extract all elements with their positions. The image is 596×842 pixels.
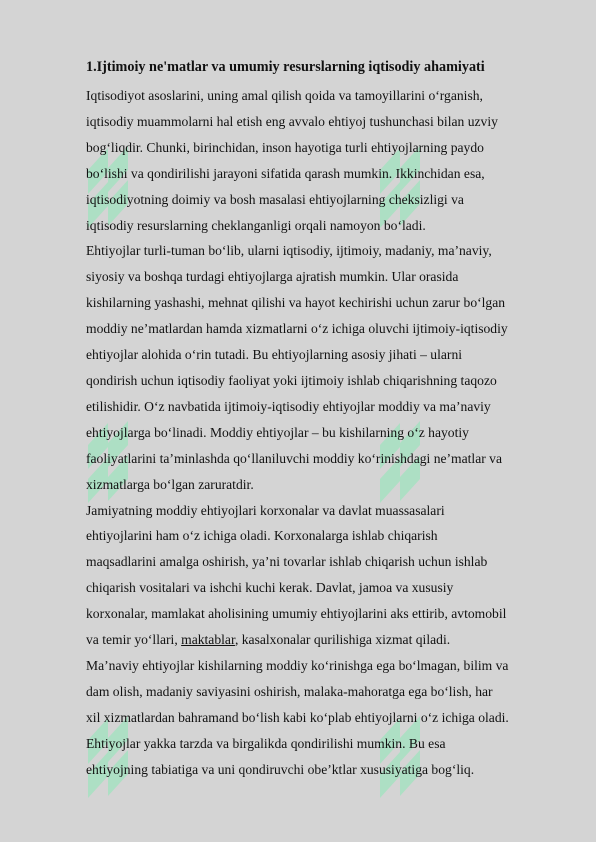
text-line: iqtisodiyotning doimiy va bosh masalasi ehtiyojlarning cheksizligi va [86,191,464,207]
text-line: ehtiyojlar alohida o‘rin tutadi. Bu ehtiyojlarning asosiy jihati – ularni [86,347,463,363]
text-line: etilishidir. O‘z navbatida ijtimoiy-iqtisodiy ehtiyojlar moddiy va ma’naviy [86,398,491,414]
text-line: qondirish uchun iqtisodiy faoliyat yoki ijtimoiy ishlab chiqarishning taqozo [86,372,497,388]
paragraph-3 [86,498,556,653]
document-body [86,57,556,782]
text-line: faoliyatlarini ta’minlashda qo‘llaniluvchi moddiy ko‘rinishdagi ne’matlar va [86,450,503,466]
text-line: ehtiyojning tabiatiga va uni qondiruvchi obe’ktlar xususiyatiga bog‘liq. [86,761,475,777]
text-line: Ehtiyojlar yakka tarzda va birgalikda qondirilishi mumkin. Bu esa [86,735,446,751]
text-fragment: va temir yo‘llari, [86,632,182,648]
text-line: Ma’naviy ehtiyojlar kishilarning moddiy ko‘rinishga ega bo‘lmagan, bilim va [86,657,509,673]
text-line: bo‘lishi va qondirilishi jarayoni sifatida qarash mumkin. Ikkinchidan esa, [86,165,485,181]
text-line: maqsadlarini amalga oshirish, ya’ni tovarlar ishlab chiqarish uchun ishlab [86,554,488,570]
paragraph-4 [86,653,556,783]
text-line: Ehtiyojlar turli-tuman bo‘lib, ularni iqtisodiy, ijtimoiy, madaniy, ma’naviy, [86,243,492,259]
text-line: siyosiy va boshqa turdagi ehtiyojlarga ajratish mumkin. Ular orasida [86,269,459,285]
text-fragment: , kasalxonalar qurilishiga xizmat qiladi. [234,632,451,648]
paragraph-1 [86,83,556,238]
text-line: iqtisodiy resurslarning cheklanganligi orqali namoyon bo‘ladi. [86,217,426,233]
text-line: xizmatlarga bo‘lgan zaruratdir. [86,476,254,492]
text-line: xil xizmatlardan bahramand bo‘lish kabi ko‘plab ehtiyojlarni o‘z ichiga oladi. [86,709,509,725]
text-line-with-link [86,627,556,653]
text-line: Jamiyatning moddiy ehtiyojlari korxonalar va davlat muassasalari [86,502,445,518]
text-line: ehtiyojlarga bo‘linadi. Moddiy ehtiyojlar – bu kishilarning o‘z hayotiy [86,424,469,440]
text-line: kishilarning yashashi, mehnat qilishi va hayot kechirishi uchun zarur bo‘lgan [86,295,506,311]
text-line: chiqarish vositalari va ishchi kuchi kerak. Davlat, jamoa va xususiy [86,580,454,596]
maktablar-link[interactable]: maktablar [181,632,235,648]
text-line: ehtiyojlarini ham o‘z ichiga oladi. Korxonalarga ishlab chiqarish [86,528,438,544]
paragraph-2 [86,238,556,497]
text-line: bog‘liqdir. Chunki, birinchidan, inson hayotiga turli ehtiyojlarning paydo [86,139,484,155]
text-line: Iqtisodiyot asoslarini, uning amal qilish qoida va tamoyillarini o‘rganish, [86,88,483,103]
section-title: 1.Ijtimoiy ne'matlar va umumiy resurslarning iqtisodiy ahamiyati [86,59,485,75]
text-line: iqtisodiy muammolarni hal etish eng avvalo ehtiyoj tushunchasi bilan uzviy [86,113,498,129]
text-line: moddiy ne’matlardan hamda xizmatlarni o‘z ichiga oluvchi ijtimoiy-iqtisodiy [86,321,508,337]
text-line: korxonalar, mamlakat aholisining umumiy ehtiyojlarini aks ettirib, avtomobil [86,606,507,622]
text-line: dam olish, madaniy saviyasini oshirish, malaka-mahoratga ega bo‘lish, har [86,683,493,699]
